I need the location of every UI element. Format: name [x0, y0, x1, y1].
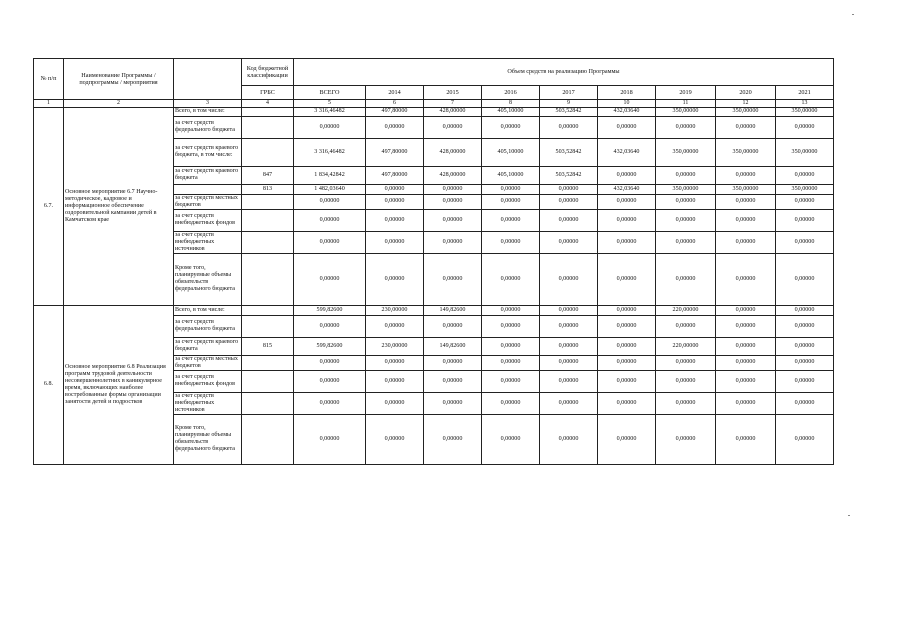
value-year: 497,80000	[366, 166, 424, 184]
value-year: 0,00000	[540, 184, 598, 194]
value-total: 0,00000	[294, 194, 366, 209]
value-year: 0,00000	[482, 231, 540, 253]
value-year: 0,00000	[776, 209, 834, 231]
value-year: 350,00000	[776, 138, 834, 166]
header-year: 2021	[776, 86, 834, 100]
index-cell: 6	[366, 100, 424, 108]
value-year: 0,00000	[656, 355, 716, 370]
value-year: 0,00000	[482, 209, 540, 231]
value-year: 350,00000	[716, 138, 776, 166]
value-year: 0,00000	[482, 414, 540, 464]
value-year: 0,00000	[656, 231, 716, 253]
value-year: 0,00000	[540, 370, 598, 392]
value-total: 0,00000	[294, 315, 366, 337]
value-year: 0,00000	[424, 370, 482, 392]
row-grbs	[242, 253, 294, 305]
value-total: 599,82600	[294, 305, 366, 315]
row-label: за счет средств внебюджетных фондов	[174, 370, 242, 392]
value-year: 0,00000	[366, 253, 424, 305]
value-year: 350,00000	[656, 138, 716, 166]
header-num: № п/п	[34, 59, 64, 100]
row-grbs	[242, 194, 294, 209]
row-grbs	[242, 116, 294, 138]
value-year: 0,00000	[424, 231, 482, 253]
value-year: 432,03640	[598, 107, 656, 116]
value-year: 0,00000	[424, 253, 482, 305]
row-label: за счет средств внебюджетных фондов	[174, 209, 242, 231]
value-total: 0,00000	[294, 370, 366, 392]
value-year: 0,00000	[424, 184, 482, 194]
value-year: 0,00000	[598, 315, 656, 337]
value-year: 0,00000	[540, 194, 598, 209]
value-year: 0,00000	[598, 370, 656, 392]
row-label: за счет средств краевого бюджета	[174, 337, 242, 355]
value-year: 0,00000	[598, 414, 656, 464]
value-year: 0,00000	[776, 315, 834, 337]
value-year: 0,00000	[598, 116, 656, 138]
value-year: 0,00000	[424, 194, 482, 209]
index-cell: 3	[174, 100, 242, 108]
header-code: Код бюджетной классификации	[242, 59, 294, 86]
value-year: 0,00000	[482, 337, 540, 355]
value-year: 0,00000	[482, 116, 540, 138]
value-total: 3 316,46482	[294, 138, 366, 166]
index-cell: 8	[482, 100, 540, 108]
header-blank	[174, 59, 242, 100]
header-year: 2014	[366, 86, 424, 100]
row-label: за счет средств местных бюджетов	[174, 194, 242, 209]
value-year: 350,00000	[776, 107, 834, 116]
value-year: 0,00000	[776, 414, 834, 464]
value-year: 350,00000	[656, 184, 716, 194]
value-year: 0,00000	[776, 337, 834, 355]
value-year: 0,00000	[540, 209, 598, 231]
value-year: 0,00000	[598, 209, 656, 231]
value-year: 0,00000	[366, 209, 424, 231]
value-year: 0,00000	[716, 414, 776, 464]
header-total: ВСЕГО	[294, 86, 366, 100]
value-year: 432,03640	[598, 138, 656, 166]
section-name: Основное мероприятие 6.8 Реализация программ трудовой деятельности несовершеннолетних в каникулярное время, включающих наиболее востребованные формы организации занятости детей и подростков	[64, 305, 174, 464]
value-year: 0,00000	[482, 355, 540, 370]
value-year: 220,00000	[656, 337, 716, 355]
value-year: 0,00000	[482, 305, 540, 315]
value-year: 428,00000	[424, 138, 482, 166]
value-year: 0,00000	[540, 392, 598, 414]
value-year: 0,00000	[598, 392, 656, 414]
row-grbs	[242, 355, 294, 370]
value-year: 0,00000	[482, 370, 540, 392]
value-year: 0,00000	[716, 392, 776, 414]
value-year: 0,00000	[366, 355, 424, 370]
value-year: 0,00000	[776, 305, 834, 315]
row-grbs: 815	[242, 337, 294, 355]
header-name: Наименование Программы / подпрограммы / мероприятия	[64, 59, 174, 100]
row-label: за счет средств краевого бюджета, в том числе:	[174, 138, 242, 166]
row-label: Всего, в том числе:	[174, 305, 242, 315]
value-year: 0,00000	[656, 116, 716, 138]
row-grbs	[242, 370, 294, 392]
row-label	[174, 184, 242, 194]
row-grbs	[242, 414, 294, 464]
row-grbs	[242, 392, 294, 414]
table-row	[34, 305, 834, 315]
value-year: 0,00000	[656, 253, 716, 305]
value-year: 428,00000	[424, 166, 482, 184]
value-year: 0,00000	[776, 370, 834, 392]
header-year: 2018	[598, 86, 656, 100]
row-label: за счет средств федерального бюджета	[174, 116, 242, 138]
row-label: Кроме того, планируемые объемы обязательств федерального бюджета	[174, 414, 242, 464]
value-total: 0,00000	[294, 209, 366, 231]
row-grbs	[242, 107, 294, 116]
value-year: 350,00000	[716, 107, 776, 116]
value-year: 0,00000	[366, 116, 424, 138]
row-grbs	[242, 138, 294, 166]
value-year: 0,00000	[656, 209, 716, 231]
value-year: 0,00000	[776, 116, 834, 138]
value-year: 0,00000	[776, 355, 834, 370]
value-year: 0,00000	[366, 370, 424, 392]
value-year: 149,82600	[424, 305, 482, 315]
value-year: 350,00000	[776, 184, 834, 194]
table-row	[34, 107, 834, 116]
header-volume: Объем средств на реализацию Программы	[294, 59, 834, 86]
section-name: Основное мероприятие 6.7 Научно-методическое, кадровое и информационное обеспечение оздоровительной кампании детей в Камчатском крае	[64, 107, 174, 305]
value-year: 0,00000	[424, 355, 482, 370]
value-year: 405,10000	[482, 107, 540, 116]
value-year: 428,00000	[424, 107, 482, 116]
row-label: за счет средств внебюджетных источников	[174, 231, 242, 253]
index-cell: 10	[598, 100, 656, 108]
row-label: за счет средств федерального бюджета	[174, 315, 242, 337]
value-total: 0,00000	[294, 253, 366, 305]
value-year: 0,00000	[656, 414, 716, 464]
value-year: 0,00000	[598, 305, 656, 315]
value-year: 0,00000	[482, 392, 540, 414]
value-year: 0,00000	[424, 116, 482, 138]
value-year: 0,00000	[656, 194, 716, 209]
value-year: 0,00000	[482, 315, 540, 337]
value-year: 0,00000	[366, 231, 424, 253]
header-year: 2016	[482, 86, 540, 100]
value-year: 350,00000	[716, 184, 776, 194]
index-cell: 11	[656, 100, 716, 108]
value-year: 0,00000	[366, 184, 424, 194]
value-total: 0,00000	[294, 414, 366, 464]
header-year: 2020	[716, 86, 776, 100]
value-total: 0,00000	[294, 231, 366, 253]
value-year: 503,52842	[540, 107, 598, 116]
value-year: 230,00000	[366, 337, 424, 355]
value-year: 0,00000	[598, 231, 656, 253]
row-grbs	[242, 305, 294, 315]
value-year: 0,00000	[366, 414, 424, 464]
row-grbs	[242, 209, 294, 231]
value-year: 0,00000	[716, 305, 776, 315]
value-year: 0,00000	[366, 194, 424, 209]
row-label: за счет средств местных бюджетов	[174, 355, 242, 370]
value-year: 350,00000	[656, 107, 716, 116]
value-year: 0,00000	[776, 253, 834, 305]
row-grbs: 847	[242, 166, 294, 184]
value-year: 0,00000	[540, 231, 598, 253]
value-year: 0,00000	[424, 315, 482, 337]
value-year: 0,00000	[424, 209, 482, 231]
value-year: 0,00000	[540, 337, 598, 355]
value-year: 0,00000	[482, 184, 540, 194]
value-year: 0,00000	[776, 231, 834, 253]
value-year: 0,00000	[716, 166, 776, 184]
value-year: 0,00000	[776, 392, 834, 414]
section-number: 6.8.	[34, 305, 64, 464]
value-year: 0,00000	[598, 337, 656, 355]
value-year: 503,52842	[540, 166, 598, 184]
scan-speck	[848, 515, 850, 516]
index-cell: 7	[424, 100, 482, 108]
value-year: 0,00000	[598, 166, 656, 184]
value-year: 149,82600	[424, 337, 482, 355]
value-year: 0,00000	[716, 231, 776, 253]
value-total: 3 316,46482	[294, 107, 366, 116]
section-number: 6.7.	[34, 107, 64, 305]
row-label: Всего, в том числе:	[174, 107, 242, 116]
index-cell: 5	[294, 100, 366, 108]
value-year: 0,00000	[656, 370, 716, 392]
index-cell: 1	[34, 100, 64, 108]
value-year: 0,00000	[716, 315, 776, 337]
value-total: 0,00000	[294, 355, 366, 370]
row-grbs	[242, 231, 294, 253]
value-year: 0,00000	[540, 414, 598, 464]
value-year: 0,00000	[366, 392, 424, 414]
index-cell: 9	[540, 100, 598, 108]
value-year: 0,00000	[716, 116, 776, 138]
value-year: 0,00000	[776, 166, 834, 184]
value-year: 0,00000	[656, 315, 716, 337]
value-year: 0,00000	[716, 209, 776, 231]
index-row	[34, 100, 834, 108]
value-year: 0,00000	[716, 253, 776, 305]
value-year: 432,03640	[598, 184, 656, 194]
value-year: 230,00000	[366, 305, 424, 315]
value-year: 0,00000	[424, 414, 482, 464]
value-total: 1 482,03640	[294, 184, 366, 194]
row-label: за счет средств внебюджетных источников	[174, 392, 242, 414]
row-grbs: 813	[242, 184, 294, 194]
value-total: 0,00000	[294, 116, 366, 138]
value-year: 0,00000	[424, 392, 482, 414]
header-grbs: ГРБС	[242, 86, 294, 100]
value-year: 0,00000	[598, 194, 656, 209]
index-cell: 12	[716, 100, 776, 108]
value-year: 497,80000	[366, 107, 424, 116]
value-year: 0,00000	[482, 253, 540, 305]
row-grbs	[242, 315, 294, 337]
index-cell: 4	[242, 100, 294, 108]
value-year: 0,00000	[716, 355, 776, 370]
header-year: 2017	[540, 86, 598, 100]
value-year: 0,00000	[540, 305, 598, 315]
value-year: 503,52842	[540, 138, 598, 166]
value-year: 0,00000	[716, 370, 776, 392]
value-year: 220,00000	[656, 305, 716, 315]
value-year: 0,00000	[540, 116, 598, 138]
value-year: 0,00000	[716, 194, 776, 209]
value-total: 0,00000	[294, 392, 366, 414]
value-year: 405,10000	[482, 166, 540, 184]
header-year: 2015	[424, 86, 482, 100]
value-year: 0,00000	[656, 392, 716, 414]
value-year: 0,00000	[540, 315, 598, 337]
value-year: 0,00000	[540, 355, 598, 370]
value-year: 0,00000	[598, 355, 656, 370]
row-label: Кроме того, планируемые объемы обязательств федерального бюджета	[174, 253, 242, 305]
row-label: за счет средств краевого бюджета	[174, 166, 242, 184]
value-year: 0,00000	[776, 194, 834, 209]
value-year: 0,00000	[482, 194, 540, 209]
value-year: 0,00000	[598, 253, 656, 305]
scan-speck	[852, 14, 854, 15]
header-year: 2019	[656, 86, 716, 100]
value-year: 0,00000	[716, 337, 776, 355]
value-year: 0,00000	[540, 253, 598, 305]
value-year: 405,10000	[482, 138, 540, 166]
value-year: 0,00000	[366, 315, 424, 337]
index-cell: 13	[776, 100, 834, 108]
value-year: 0,00000	[656, 166, 716, 184]
value-total: 1 834,42842	[294, 166, 366, 184]
index-cell: 2	[64, 100, 174, 108]
value-year: 497,80000	[366, 138, 424, 166]
value-total: 599,82600	[294, 337, 366, 355]
budget-table	[33, 58, 834, 465]
